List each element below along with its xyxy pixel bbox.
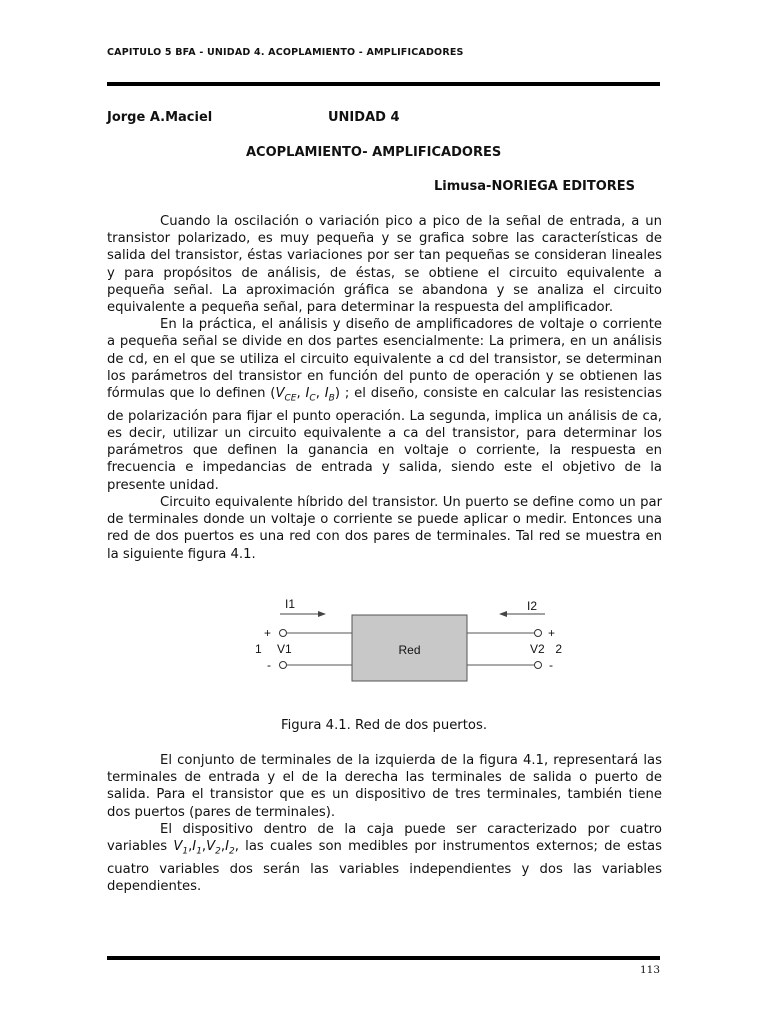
figure-caption: Figura 4.1. Red de dos puertos.: [280, 718, 488, 733]
paragraph-2-part-a: En la práctica, el análisis y diseño de amplificadores de voltaje o corriente a pequeña señal se divide en dos partes esencialmente: La primera, en un análisis de cd, en el que se utiliza el circuito equivalente a cd del transistor, se determinan los parámetros del transistor en función del punto de operación y se obtienen las fórmulas que lo definen (: [107, 317, 662, 402]
author-name: Jorge A.Maciel: [107, 110, 213, 125]
port-2-label: 2: [555, 642, 562, 656]
paragraph-4: El conjunto de terminales de la izquierda de la figura 4.1, representará las terminales de entrada y el de la derecha las terminales de salida o puerto de salida. Para el transistor que es un dispositivo de tres terminales, también tiene dos puertos (pares de terminales).: [107, 753, 662, 820]
paragraph-1: Cuando la oscilación o variación pico a pico de la señal de entrada, a un transistor polarizado, es muy pequeña y se grafica sobre las características de salida del transistor, éstas variaciones por ser tan pequeñas se consideran lineales y para propósitos de análisis, de éstas, se obtiene el circuito equivalente a pequeña señal. La aproximación gráfica se abandona y se analiza el circuito equivalente a pequeña señal, para determinar la respuesta del amplificador.: [107, 214, 662, 316]
var-v: V: [275, 386, 285, 402]
network-box-label: Red: [398, 643, 421, 657]
body-text-top: [107, 213, 662, 563]
sub-1: 1: [196, 846, 202, 857]
terminal-2-minus: [535, 662, 542, 669]
sub-b: B: [328, 393, 335, 404]
i1-label: I1: [285, 597, 296, 611]
paragraph-5-part-a: El dispositivo dentro de la caja puede ser caracterizado por cuatro variables: [107, 821, 662, 855]
topic-title: ACOPLAMIENTO- AMPLIFICADORES: [246, 145, 502, 160]
publisher: Limusa-NORIEGA EDITORES: [434, 179, 636, 194]
var-v1: V: [173, 839, 183, 855]
i2-label: I2: [527, 599, 538, 613]
terminal-2-plus: [535, 630, 542, 637]
page-number: 113: [639, 964, 660, 976]
var-v2: V: [206, 839, 216, 855]
var-i2: I: [225, 839, 229, 855]
var-i: I: [324, 386, 329, 402]
plus-right: +: [548, 626, 556, 640]
i2-arrow-head: [499, 611, 507, 617]
plus-left: +: [264, 626, 272, 640]
unit-title: UNIDAD 4: [328, 110, 400, 125]
footer-rule: [107, 956, 660, 960]
paragraph-2-part-b: ) ; el diseño, consiste en calcular las resistencias de polarización para fijar el punto operación. La segunda, implica un análisis de ca, es decir, utilizar un circuito equivalente a ca del transistor, para determinar los parámetros que definen la ganancia en voltaje o corriente, la respuesta en frecuencia e impedancias de entrada y salida, siendo este el objetivo de la presente unidad.: [107, 386, 662, 493]
minus-right: -: [549, 658, 553, 672]
sub-2: 2: [215, 846, 221, 857]
var-i: I: [305, 386, 310, 402]
terminal-1-plus: [280, 630, 287, 637]
paragraph-5-part-b: , las cuales son medibles por instrumentos externos; de estas cuatro variables dos serán las variables independientes y dos las variables dependientes.: [107, 839, 662, 895]
sub-ce: CE: [284, 393, 297, 404]
v2-label: V2: [530, 642, 545, 656]
running-header: CAPITULO 5 BFA - UNIDAD 4. ACOPLAMIENTO - AMPLIFICADORES: [107, 47, 464, 58]
var-i1: I: [192, 839, 197, 855]
paragraph-2: En la práctica, el análisis y diseño de amplificadores de voltaje o corriente a pequeña señal se divide en dos partes esencialmente: La primera, en un análisis de cd, en el que se utiliza el circuito equivalente a cd del transistor, se determinan los parámetros del transistor en función del punto de operación y se obtienen las fórmulas que lo definen ($V_{CE}$, $I_C$, $I_B$) ; el diseño, consiste en calcular las resistencias de polarización para fijar el punto operación. La segunda, implica un análisis de ca, es decir, utilizar un circuito equivalente a ca del transistor, para determinar los parámetros que definen la ganancia en voltaje o corriente, la respuesta en frecuencia e impedancias de entrada y salida, siendo este el objetivo de la presente unidad.: [107, 317, 662, 493]
two-port-network-figure: [240, 592, 560, 697]
sub-c: C: [309, 393, 316, 404]
paragraph-3: Circuito equivalente híbrido del transistor. Un puerto se define como un par de terminales donde un voltaje o corriente se puede aplicar o medir. Entonces una red de dos puertos es una red con dos pares de terminales. Tal red se muestra en la siguiente figura 4.1.: [107, 494, 662, 562]
v1-label: V1: [277, 642, 292, 656]
header-rule: [107, 82, 660, 86]
port-1-label: 1: [255, 642, 262, 656]
sub-1: 1: [182, 846, 189, 857]
terminal-1-minus: [280, 662, 287, 669]
minus-left: -: [267, 658, 271, 672]
i1-arrow-head: [318, 611, 326, 617]
sub-2: 2: [228, 846, 235, 857]
paragraph-5: El dispositivo dentro de la caja puede ser caracterizado por cuatro variables $V_1,I_1,V_2,I_2$, las cuales son medibles por instrumentos externos; de estas cuatro variables dos serán las variables independientes y dos las variables dependientes.: [107, 821, 662, 895]
body-text-bottom: [107, 752, 662, 895]
